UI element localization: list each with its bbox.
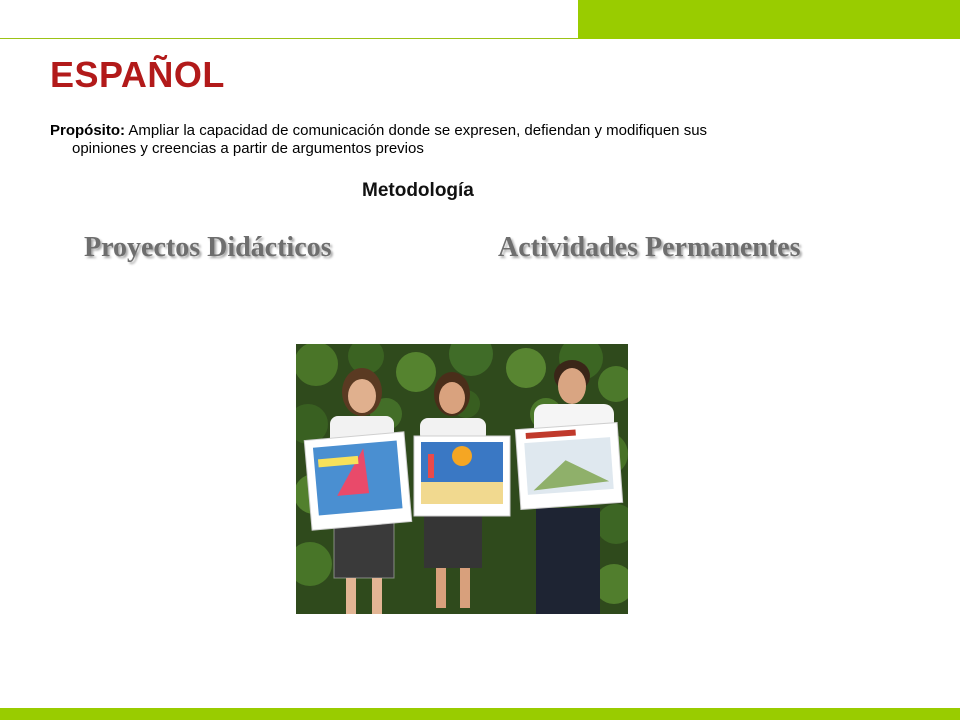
students-photo	[296, 344, 628, 614]
slide-title: ESPAÑOL	[50, 54, 225, 95]
footer-accent-bar	[0, 708, 960, 720]
didactic-projects-heading: Proyectos Didácticos	[84, 232, 332, 263]
poster-middle	[414, 436, 510, 516]
purpose-text-line1: Ampliar la capacidad de comunicación donde se expresen, defiendan y modifiquen sus	[125, 122, 708, 139]
purpose-label: Propósito:	[50, 122, 125, 139]
purpose-paragraph	[50, 122, 896, 158]
header-accent-block	[578, 0, 960, 39]
header-divider-line	[0, 38, 578, 39]
purpose-text-line2: opiniones y creencias a partir de argumentos previos	[72, 140, 424, 157]
poster-right	[515, 423, 622, 510]
poster-left	[304, 432, 411, 530]
permanent-activities-heading: Actividades Permanentes	[498, 232, 801, 263]
methodology-heading: Metodología	[362, 180, 474, 201]
